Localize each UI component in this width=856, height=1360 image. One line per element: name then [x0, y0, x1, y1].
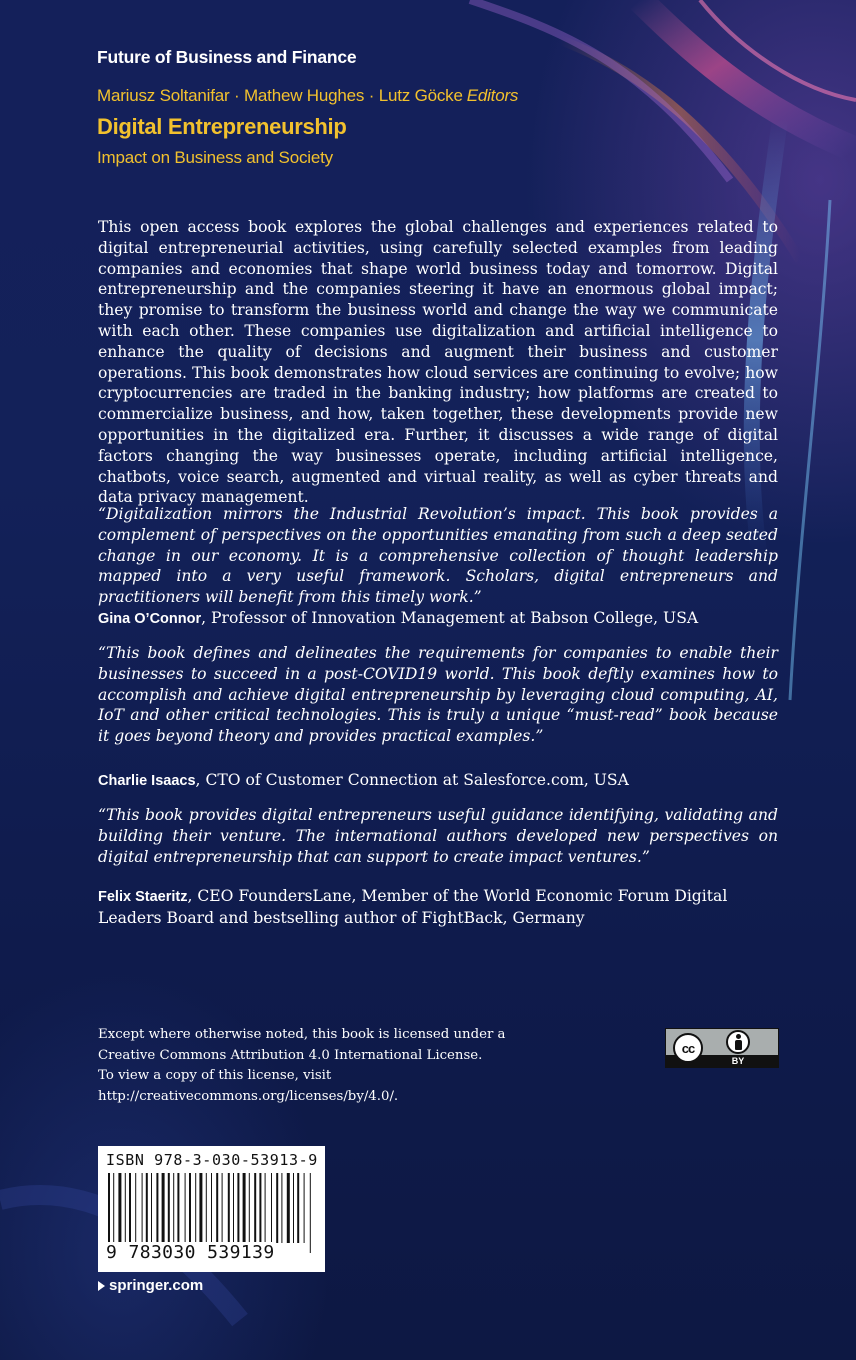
endorser-role-3: , CEO FoundersLane, Member of the World Economic Forum Digital Leaders Board and bestselling author of FightBack, Germany [98, 887, 728, 927]
barcode-bar [195, 1173, 196, 1243]
arrow-right-icon [98, 1281, 105, 1291]
barcode-bar [222, 1173, 223, 1243]
barcode-bar [276, 1173, 278, 1243]
barcode-bar [293, 1173, 294, 1243]
barcode-bar [310, 1173, 311, 1253]
barcode-bar [118, 1173, 121, 1243]
barcode-bar [206, 1173, 207, 1243]
endorser-name-3: Felix Staeritz [98, 889, 188, 905]
barcode-bar [233, 1173, 234, 1243]
barcode-digits: 9 783030 539139 [106, 1242, 275, 1263]
barcode-bar [108, 1173, 110, 1253]
barcode-bar [216, 1173, 218, 1243]
isbn-barcode [98, 1146, 325, 1272]
barcode-bar [142, 1173, 143, 1243]
cc-by-license-badge [665, 1028, 779, 1068]
endorser-role-1: , Professor of Innovation Management at Babson College, USA [201, 609, 699, 627]
barcode-bar [271, 1173, 272, 1243]
barcode-bar [177, 1173, 179, 1243]
endorsement-attribution-2 [98, 770, 788, 792]
cc-icon: cc [673, 1033, 703, 1063]
editors-role: Editors [466, 86, 519, 105]
book-description: This open access book explores the global challenges and experiences related to digital entrepreneurial activities, using carefully selected examples from leading companies and economies that shape world business today and tomorrow. Digital entrepreneurship and the companies steering it have an enormous global impact; they promise to transform the business world and change the way we communicate with each other. These companies use digitalization and artificial intelligence to enhance the quality of decisions and augment their business and customer operations. This book demonstrates how cloud services are continuing to evolve; how cryptocurrencies are traded in the banking industry; how platforms are created to commercialize business, and how, taken together, these developments provide new opportunities in the digitalized era. Further, it discusses a wide range of digital factors changing the way businesses operate, including artificial intelligence, chatbots, voice search, augmented and virtual reality, as well as cyber threats and data privacy management. [98, 218, 778, 507]
endorser-role-2: , CTO of Customer Connection at Salesforce.com, USA [195, 771, 629, 789]
barcode-bar [281, 1173, 282, 1243]
endorsement-quote-1: “Digitalization mirrors the Industrial Revolution’s impact. This book provides a complement of perspectives on the opportunities emanating from such a deep seated change in our economy. It is a comprehensive collection of thought leadership mapped into a very useful framework. Scholars, digital entrepreneurs and practitioners will benefit from this timely work.” [98, 505, 778, 607]
barcode-bar [243, 1173, 246, 1243]
editors-line [97, 86, 518, 106]
editors-names: Mariusz Soltanifar · Mathew Hughes · Lutz Göcke [97, 86, 463, 105]
barcode-bar [228, 1173, 230, 1243]
barcode-bar [146, 1173, 148, 1243]
barcode-bar [125, 1173, 126, 1243]
barcode-bar [254, 1173, 256, 1243]
barcode-bar [162, 1173, 165, 1243]
endorsement-quote-2: “This book defines and delineates the requirements for companies to enable their businesses to succeed in a post-COVID19 world. This book deftly examines how to accomplish and achieve digital entrepreneurship by leveraging cloud computing, AI, IoT and other critical technologies. This is truly a unique “must-read” book because it goes beyond theory and provides practical examples.” [98, 644, 778, 746]
attribution-person-icon [726, 1030, 750, 1054]
publisher-link[interactable] [98, 1277, 203, 1294]
barcode-bar [185, 1173, 186, 1243]
barcode-bar [113, 1173, 114, 1243]
barcode-bar [211, 1173, 212, 1253]
book-title: Digital Entrepreneurship [97, 114, 347, 139]
endorsement-attribution-1 [98, 608, 788, 630]
barcode-bar [304, 1173, 305, 1243]
barcode-bar [156, 1173, 158, 1243]
barcode-bar [189, 1173, 191, 1243]
barcode-bar [173, 1173, 174, 1243]
barcode-bar [265, 1173, 266, 1243]
blue-streak-thin [790, 200, 830, 700]
by-label: BY [731, 1056, 745, 1066]
barcode-bar [237, 1173, 239, 1243]
barcode-bar [135, 1173, 136, 1243]
endorser-name-1: Gina O’Connor [98, 611, 202, 627]
license-notice [98, 1025, 518, 1107]
barcode-bar [199, 1173, 202, 1243]
isbn-number: ISBN 978-3-030-53913-9 [106, 1151, 318, 1169]
book-subtitle: Impact on Business and Society [97, 148, 333, 167]
barcode-bar [168, 1173, 170, 1243]
barcode-bar [259, 1173, 261, 1243]
barcode-bar [129, 1173, 131, 1243]
series-name: Future of Business and Finance [97, 47, 357, 67]
pink-streak-thin [700, 0, 856, 100]
barcode-bar [287, 1173, 290, 1243]
license-line-1: Except where otherwise noted, this book is licensed under a [98, 1027, 506, 1042]
publisher-url: springer.com [109, 1277, 204, 1294]
endorsement-attribution-3 [98, 886, 788, 929]
barcode-bar [249, 1173, 250, 1243]
pink-streak [640, 0, 856, 150]
license-url[interactable]: http://creativecommons.org/licenses/by/4.0/. [98, 1088, 399, 1104]
license-line-2: Creative Commons Attribution 4.0 International License. [98, 1047, 483, 1063]
barcode-bar [297, 1173, 299, 1243]
endorsement-quote-3: “This book provides digital entrepreneurs useful guidance identifying, validating and building their venture. The international authors developed new perspectives on digital entrepreneurship that can support to create impact ventures.” [98, 806, 778, 866]
license-line-3: To view a copy of this license, visit [98, 1068, 332, 1083]
barcode-bar [151, 1173, 152, 1243]
endorser-name-2: Charlie Isaacs [98, 773, 196, 789]
barcode-bars [108, 1173, 315, 1253]
